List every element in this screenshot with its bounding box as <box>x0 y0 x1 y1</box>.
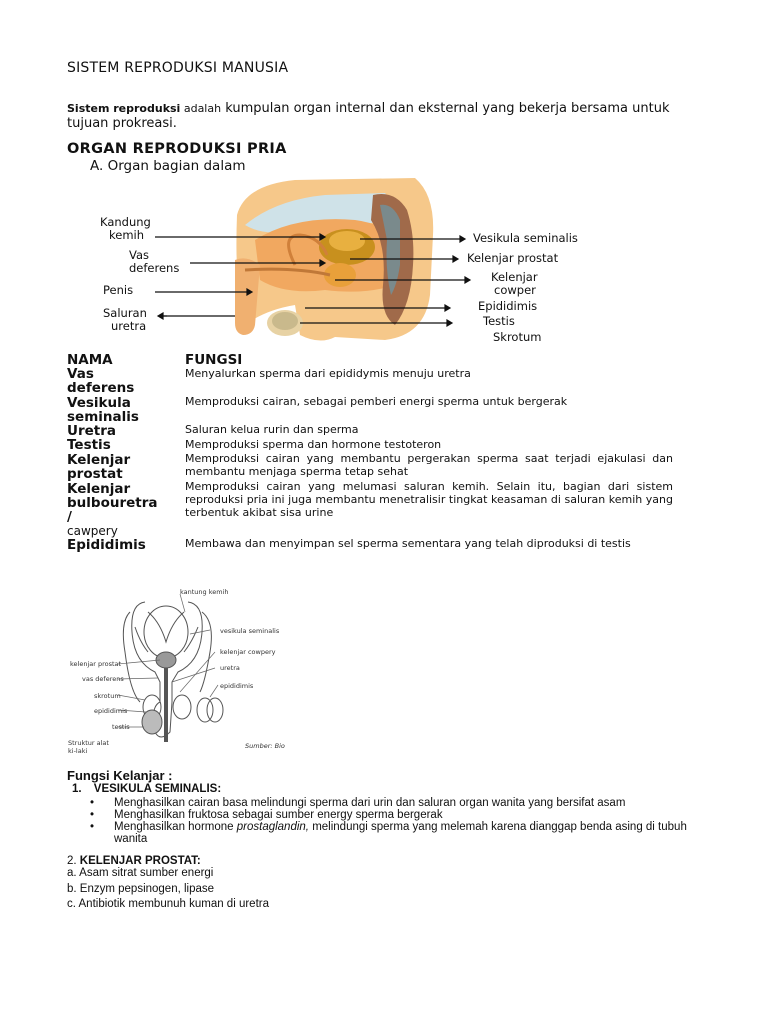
prostat-heading <box>67 855 201 867</box>
prostat-item: a. Asam sitrat sumber energi <box>67 867 214 879</box>
label-kandung: Kandung <box>100 215 151 229</box>
line-drawing <box>123 602 223 742</box>
prostat-title: KELENJAR PROSTAT: <box>79 855 201 867</box>
label-vesikula: Vesikula seminalis <box>473 231 578 245</box>
label-penis: Penis <box>103 283 134 297</box>
section-heading: ORGAN REPRODUKSI PRIA <box>67 141 287 157</box>
label-deferens: deferens <box>129 261 180 275</box>
label-prostat: Kelenjar prostat <box>467 251 559 265</box>
list-item: • Menghasilkan fruktosa sebagai sumber energy sperma bergerak <box>90 809 443 821</box>
label-vas: Vas <box>129 248 150 262</box>
vesikula-bullets <box>88 797 708 845</box>
page-title: SISTEM REPRODUKSI MANUSIA <box>67 60 289 76</box>
label-vesikula-seminalis: vesikula seminalis <box>220 627 280 635</box>
label-testis: testis <box>112 723 130 731</box>
label-kelenjar-cowpery: kelenjar cowpery <box>220 648 276 656</box>
list-item: • Menghasilkan hormone prostaglandin, melindungi sperma yang melemah karena dianggap benda asing di tubuh wanita <box>90 821 687 845</box>
intro-small-text: adalah <box>180 102 222 115</box>
row-name-line: bulbouretra <box>67 495 158 511</box>
prostat-item: b. Enzym pepsinogen, lipase <box>67 883 215 895</box>
label-kantung-kemih: kantung kemih <box>180 588 229 596</box>
prostat-number: 2. <box>67 855 77 867</box>
row-function: Membawa dan menyimpan sel sperma sementara yang telah diproduksi di testis <box>185 537 631 550</box>
vesikula-title: VESIKULA SEMINALIS: <box>93 783 222 795</box>
row-name-line: / <box>67 509 72 525</box>
list-item: • Menghasilkan cairan basa melindungi sperma dari urin dan saluran organ wanita yang bersifat asam <box>90 797 626 809</box>
row-name-line: prostat <box>67 466 123 482</box>
label-kemih: kemih <box>109 228 145 242</box>
header-function: FUNGSI <box>185 352 243 368</box>
male-reproductive-frontal-diagram <box>60 582 300 754</box>
label-epididimis-right: epididimis <box>220 682 254 690</box>
leader-line <box>180 652 215 692</box>
row-name-line: Epididimis <box>67 537 146 553</box>
leader-line <box>190 630 210 634</box>
table-row <box>67 396 185 424</box>
row-function: Saluran kelua rurin dan sperma <box>185 423 359 436</box>
row-name-line: Vesikula <box>67 395 131 411</box>
row-function: Memproduksi cairan yang membantu pergerakan sperma saat terjadi ejakulasi dan membantu menjaga sperma tetap sehat <box>185 452 673 478</box>
leader-line <box>210 685 218 697</box>
bullet-text: Menghasilkan hormone <box>114 821 237 833</box>
row-name-line: seminalis <box>67 409 139 425</box>
label-uretra: uretra <box>111 319 147 333</box>
vesikula-number: 1. <box>72 783 82 795</box>
table-row <box>67 453 185 481</box>
label-epididimis: Epididimis <box>478 299 538 313</box>
bullet-text: Menghasilkan fruktosa sebagai sumber energy sperma bergerak <box>114 809 443 821</box>
leader-line <box>118 695 145 700</box>
row-name-line: Testis <box>67 437 111 453</box>
row-function: Memproduksi cairan, sebagai pemberi energi sperma untuk bergerak <box>185 395 568 408</box>
row-function: Menyalurkan sperma dari epididymis menuju uretra <box>185 367 471 380</box>
row-name-line: Kelenjar <box>67 481 131 497</box>
label-skrotum: skrotum <box>94 692 121 700</box>
table-row <box>67 482 185 538</box>
row-name-extra: cawpery <box>67 524 118 538</box>
header-name: NAMA <box>67 352 113 368</box>
fungsi-heading: Fungsi Kelanjar : <box>67 768 173 783</box>
row-function: Memproduksi cairan yang melumasi saluran kemih. Selain itu, bagian dari sistem reproduksi pria ini juga membantu menetralisir tingkat keasaman di saluran kemih yang terbentuk akibat sisa urine <box>185 480 673 519</box>
bullet-italic-text: prostaglandin, <box>236 821 309 833</box>
label-uretra: uretra <box>220 664 240 672</box>
subsection-heading: A. Organ bagian dalam <box>90 158 246 174</box>
label-kelenjar-prostat: kelenjar prostat <box>70 660 122 668</box>
label-skrotum: Skrotum <box>493 330 542 344</box>
row-name-line: deferens <box>67 380 135 396</box>
label-saluran: Saluran <box>103 306 147 320</box>
label-cowper: cowper <box>494 283 536 297</box>
prostat-item: c. Antibiotik membunuh kuman di uretra <box>67 898 269 910</box>
label-struktur-line2: ki-laki <box>68 747 88 754</box>
table-row <box>67 538 185 557</box>
label-testis: Testis <box>483 314 515 328</box>
row-name-line: Kelenjar <box>67 452 131 468</box>
male-reproductive-sagittal-diagram <box>95 175 615 350</box>
bullet-text: melindungi sperma yang melemah karena dianggap benda asing di tubuh wanita <box>114 821 687 845</box>
leader-line <box>118 660 160 664</box>
vesikula-heading <box>72 783 221 795</box>
label-kelenjar: Kelenjar <box>491 270 538 284</box>
label-sumber: Sumber: Bio <box>245 742 285 750</box>
leader-line <box>118 678 158 679</box>
intro-text: kumpulan organ internal dan eksternal yang bekerja bersama untuk tujuan prokreasi. <box>67 101 670 131</box>
label-vas-deferens: vas deferens <box>82 675 124 683</box>
leader-line <box>172 668 215 682</box>
intro-bold-term: Sistem reproduksi <box>67 102 181 115</box>
row-name-line: Uretra <box>67 423 116 439</box>
row-function: Memproduksi sperma dan hormone testoteron <box>185 438 442 451</box>
row-name-line: Vas <box>67 366 94 382</box>
intro-paragraph <box>67 101 707 131</box>
bullet-text: Menghasilkan cairan basa melindungi sperma dari urin dan saluran organ wanita yang bersifat asam <box>114 797 626 809</box>
leader-line <box>180 594 185 612</box>
label-epididimis-left: epididimis <box>94 707 128 715</box>
table-row <box>67 367 185 395</box>
label-struktur-line1: Struktur alat <box>68 739 109 747</box>
